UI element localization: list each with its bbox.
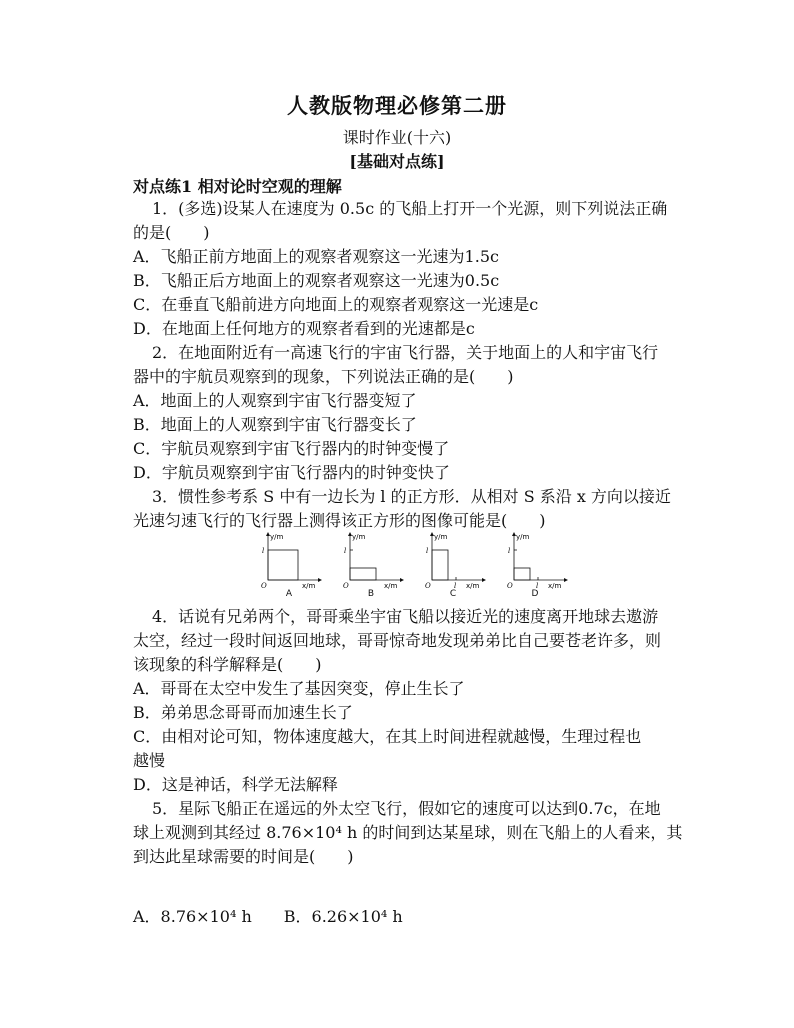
q2-stem-line2: 器中的宇航员观察到的现象，下列说法正确的是( ) (133, 367, 514, 386)
q2-option-d: D．宇航员观察到宇宙飞行器内的时钟变快了 (133, 463, 450, 482)
assignment-subtitle: 课时作业(十六) (342, 128, 452, 147)
section-heading: 对点练1 相对论时空观的理解 (133, 177, 342, 196)
side-label: l (508, 547, 511, 555)
y-axis-label: y/m (516, 533, 530, 541)
y-axis-label: y/m (270, 533, 284, 541)
section-tag: [基础对点练] (349, 152, 445, 171)
origin-label: O (425, 582, 431, 590)
x-axis-label: x/m (384, 582, 398, 590)
q4-option-a: A．哥哥在太空中发生了基因突变，停止生长了 (133, 679, 465, 698)
side-label: l (262, 547, 265, 555)
side-label: l (426, 547, 429, 555)
q5-stem-line1: 5．星际飞船正在遥远的外太空飞行，假如它的速度可以达到0.7c，在地 (152, 799, 661, 818)
q3-figure-d-label: D (531, 589, 539, 599)
side-label: l (344, 547, 347, 555)
page-title: 人教版物理必修第二册 (287, 93, 507, 118)
q4-option-c-cont: 越慢 (133, 751, 166, 770)
q4-stem-line2: 太空，经过一段时间返回地球，哥哥惊奇地发现弟弟比自己要苍老许多，则 (133, 631, 662, 650)
q3-figure-a (254, 530, 324, 600)
x-axis-label: x/m (466, 582, 480, 590)
q2-option-b: B．地面上的人观察到宇宙飞行器变长了 (133, 415, 417, 434)
q2-option-c: C．宇航员观察到宇宙飞行器内的时钟变慢了 (133, 439, 450, 458)
q4-option-d: D．这是神话，科学无法解释 (133, 775, 338, 794)
q3-stem-line2: 光速匀速飞行的飞行器上测得该正方形的图像可能是( ) (133, 511, 546, 530)
x-axis-label: x/m (302, 582, 316, 590)
q3-figure-c (418, 530, 488, 600)
q1-option-c: C．在垂直飞船前进方向地面上的观察者观察这一光速是c (133, 295, 539, 314)
q5-stem-line2: 球上观测到其经过 8.76×10⁴ h 的时间到达某星球，则在飞船上的人看来，其 (133, 823, 683, 842)
q4-stem-line1: 4．话说有兄弟两个，哥哥乘坐宇宙飞船以接近光的速度离开地球去遨游 (152, 607, 659, 626)
q1-option-b: B．飞船正后方地面上的观察者观察这一光速为0.5c (133, 271, 500, 290)
q1-stem-line2: 的是( ) (133, 223, 210, 242)
q4-option-c: C．由相对论可知，物体速度越大，在其上时间进程就越慢，生理过程也 (133, 727, 642, 746)
q3-figure-b (336, 530, 406, 600)
side-label-x: l (454, 582, 457, 590)
origin-label: O (261, 582, 267, 590)
q3-figure-a-label: A (285, 589, 293, 599)
q1-option-d: D．在地面上任何地方的观察者看到的光速都是c (133, 319, 475, 338)
y-axis-label: y/m (434, 533, 448, 541)
q3-figure-b-label: B (367, 589, 375, 599)
q3-figure-c-graph (418, 530, 488, 592)
q5-options-row: A．8.76×10⁴ h B．6.26×10⁴ h (133, 907, 403, 926)
q5-stem-line3: 到达此星球需要的时间是( ) (133, 847, 354, 866)
q3-figure-a-graph (254, 530, 324, 592)
q1-option-a: A．飞船正前方地面上的观察者观察这一光速为1.5c (133, 247, 499, 266)
q2-stem-line1: 2．在地面附近有一高速飞行的宇宙飞行器，关于地面上的人和宇宙飞行 (152, 343, 659, 362)
q2-option-a: A．地面上的人观察到宇宙飞行器变短了 (133, 391, 417, 410)
q3-figure-d-graph (500, 530, 570, 592)
x-axis-label: x/m (548, 582, 562, 590)
q4-stem-line3: 该现象的科学解释是( ) (133, 655, 322, 674)
q3-figure-d (500, 530, 570, 600)
y-axis-label: y/m (352, 533, 366, 541)
q3-figure-c-label: C (449, 589, 457, 599)
q3-figures (254, 530, 574, 600)
q1-stem-line1: 1．(多选)设某人在速度为 0.5c 的飞船上打开一个光源，则下列说法正确 (152, 199, 668, 218)
q3-figure-b-graph (336, 530, 406, 592)
q3-stem-line1: 3．惯性参考系 S 中有一边长为 l 的正方形．从相对 S 系沿 x 方向以接近 (152, 487, 671, 506)
side-label-x: l (536, 582, 539, 590)
origin-label: O (507, 582, 513, 590)
origin-label: O (343, 582, 349, 590)
q4-option-b: B．弟弟思念哥哥而加速生长了 (133, 703, 353, 722)
